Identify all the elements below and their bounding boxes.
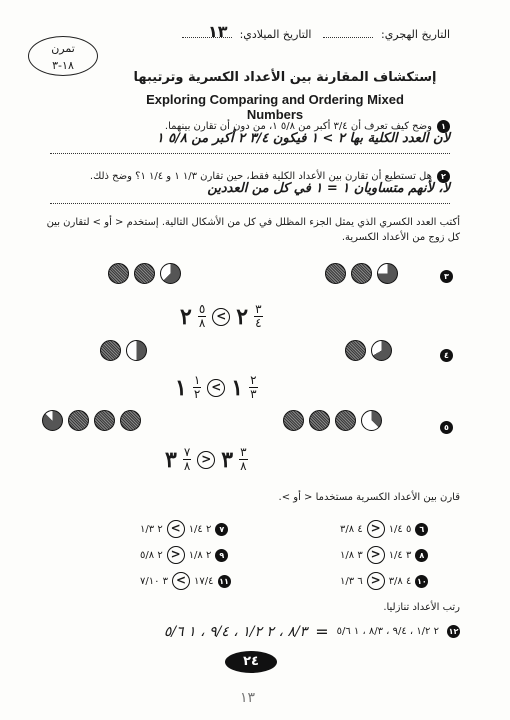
- q5-pie-group-left: [42, 410, 141, 431]
- whole: ٣: [165, 446, 177, 473]
- question-number: ٣: [440, 270, 453, 283]
- question-4-number-wrap: [440, 343, 453, 362]
- compare-item: [140, 520, 228, 538]
- title-english: Exploring Comparing and Ordering Mixed Numbers: [146, 92, 404, 122]
- q5-answer: [165, 446, 248, 473]
- compare-item: [140, 546, 228, 564]
- hijri-date-line: [323, 37, 373, 38]
- compare-right: ٣ ١/٨: [340, 549, 363, 561]
- order-prompt: رتب الأعداد تنازليا.: [383, 602, 460, 613]
- question-number: ٩: [215, 549, 228, 562]
- question-number: ١: [437, 120, 450, 133]
- pie-partial: [361, 410, 382, 431]
- question-3-number-wrap: [440, 264, 453, 283]
- question-number: ٧: [215, 523, 228, 536]
- question-number: ٥: [440, 421, 453, 434]
- pie-full: [325, 263, 346, 284]
- exercise-label: تمرن: [51, 42, 75, 55]
- comparison-symbol: <: [212, 308, 230, 326]
- numerator: ٣: [255, 302, 262, 316]
- question-number: ٤: [440, 349, 453, 362]
- question-number: ٢: [437, 170, 450, 183]
- pie-full: [345, 340, 366, 361]
- numerator: ٢: [250, 373, 257, 387]
- compare-left: ٢ ١/٤: [188, 523, 212, 535]
- comparison-symbol: <: [367, 546, 385, 564]
- whole: ٣: [221, 446, 234, 473]
- q4-answer: [175, 374, 258, 401]
- page-badge: ٢٤: [225, 651, 277, 673]
- ordered-answer: ٨/٣ ، ٢ ١/٢ ، ٩/٤ ، ١ ٥/٦: [163, 623, 308, 640]
- comparison-symbol: >: [172, 572, 190, 590]
- comparison-symbol: <: [367, 572, 385, 590]
- fraction: [239, 446, 247, 473]
- question-12: [40, 622, 460, 641]
- q3-pie-group-left: [108, 263, 181, 284]
- denominator: ٣: [250, 387, 257, 401]
- whole: ١: [175, 374, 187, 401]
- pie-full: [68, 410, 89, 431]
- fraction: [198, 303, 206, 330]
- comparison-symbol: <: [367, 520, 385, 538]
- pie-full: [283, 410, 304, 431]
- compare-item: [340, 520, 428, 538]
- title-arabic: إستكشاف المقارنة بين الأعداد الكسرية وترتيبها: [133, 70, 437, 85]
- numerator: ٧: [183, 445, 191, 459]
- comparison-symbol: <: [167, 546, 185, 564]
- compare-left: ٢ ١/٨: [188, 549, 212, 561]
- compare-left: ٤ ٣/٨: [388, 575, 412, 587]
- denominator: ٢: [193, 387, 201, 401]
- fraction: [193, 374, 201, 401]
- date-header: [150, 28, 450, 41]
- fraction: [254, 303, 262, 330]
- pie-full: [120, 410, 141, 431]
- fraction: [183, 446, 191, 473]
- denominator: ٨: [240, 459, 247, 473]
- compare-right: ٦ ١/٣: [340, 575, 363, 587]
- q3-answer: [180, 303, 263, 330]
- pie-full: [309, 410, 330, 431]
- comparison-symbol: >: [167, 520, 185, 538]
- numerator: ٣: [240, 445, 247, 459]
- pie-full: [335, 410, 356, 431]
- pie-partial: [371, 340, 392, 361]
- bottom-page-number: ١٣: [240, 690, 256, 706]
- instruction-text: أكتب العدد الكسري الذي يمثل الجزء المظلل في كل من الأشكال التالية. إستخدم < أو > لتقارن بين كل زوج من الأعداد الكسرية.: [46, 217, 460, 243]
- compare-left: ٥ ١/٤: [388, 523, 412, 535]
- q3-pie-group-right: [325, 263, 398, 284]
- compare-right: ٣ ٧/١٠: [140, 575, 169, 587]
- compare-left: ١٧/٤: [194, 575, 214, 587]
- pie-partial: [42, 410, 63, 431]
- pie-full: [94, 410, 115, 431]
- pie-full: [134, 263, 155, 284]
- compare-right: ٢ ٥/٨: [140, 549, 163, 561]
- equals-sign: =: [315, 622, 329, 641]
- comparison-symbol: <: [207, 379, 225, 397]
- given-numbers: ٢ ١/٢ ، ٩/٤ ، ٨/٣ ، ١ ٥/٦: [336, 626, 439, 637]
- compare-item: [140, 572, 231, 590]
- question-number: ٨: [415, 549, 428, 562]
- pie-full: [351, 263, 372, 284]
- fraction: [249, 374, 257, 401]
- compare-item: [340, 572, 428, 590]
- q4-pie-group-right: [345, 340, 392, 361]
- compare-right: ٢ ١/٣: [140, 523, 163, 535]
- pie-full: [108, 263, 129, 284]
- hijri-date-label: التاريخ الهجري:: [380, 28, 450, 41]
- exercise-badge: [28, 36, 98, 76]
- denominator: ٨: [183, 459, 191, 473]
- question-number: ٦: [415, 523, 428, 536]
- compare-prompt: قارن بين الأعداد الكسرية مستخدما < أو >.: [278, 492, 460, 503]
- exercise-range: ١٨-٣: [52, 59, 74, 72]
- q5-pie-group-right: [283, 410, 382, 431]
- answer-1: لأن العدد الكلية بها ٢ > ١ فيكون ٣/٤ ٢ أكبر من ٥/٨ ١: [50, 131, 450, 154]
- question-text: وضح كيف تعرف أن ٣/٤ أكبر من ٥/٨ ١، من دون أن تقارن بينهما.: [164, 121, 432, 132]
- pie-full: [100, 340, 121, 361]
- pie-partial: [377, 263, 398, 284]
- numerator: ٥: [198, 302, 206, 316]
- whole: ١: [231, 374, 244, 401]
- pie-partial: [126, 340, 147, 361]
- question-number: ١١: [219, 576, 229, 586]
- question-number: ١٠: [416, 576, 427, 586]
- top-page-number: ١٣: [208, 22, 228, 41]
- whole: ٢: [236, 303, 249, 330]
- q4-pie-group-left: [100, 340, 147, 361]
- question-text: هل تستطيع أن تقارن بين الأعداد الكلية فقط، حين تقارن ١/٣ ١ و ١/٤ ١؟ وضح ذلك.: [89, 171, 432, 182]
- question-number: ١٢: [448, 627, 459, 636]
- denominator: ٤: [255, 316, 262, 330]
- compare-left: ٣ ١/٤: [388, 549, 412, 561]
- compare-item: [340, 546, 428, 564]
- answer-2: لا، لأنهم متساويان ١ = ١ في كل من العددين: [50, 181, 450, 204]
- gregorian-date-label: التاريخ الميلادي:: [239, 28, 312, 41]
- pie-partial: [160, 263, 181, 284]
- compare-right: ٤ ٣/٨: [340, 523, 363, 535]
- comparison-symbol: >: [197, 451, 215, 469]
- whole: ٢: [180, 303, 192, 330]
- question-5-number-wrap: [440, 415, 453, 434]
- denominator: ٨: [198, 316, 206, 330]
- numerator: ١: [193, 373, 201, 387]
